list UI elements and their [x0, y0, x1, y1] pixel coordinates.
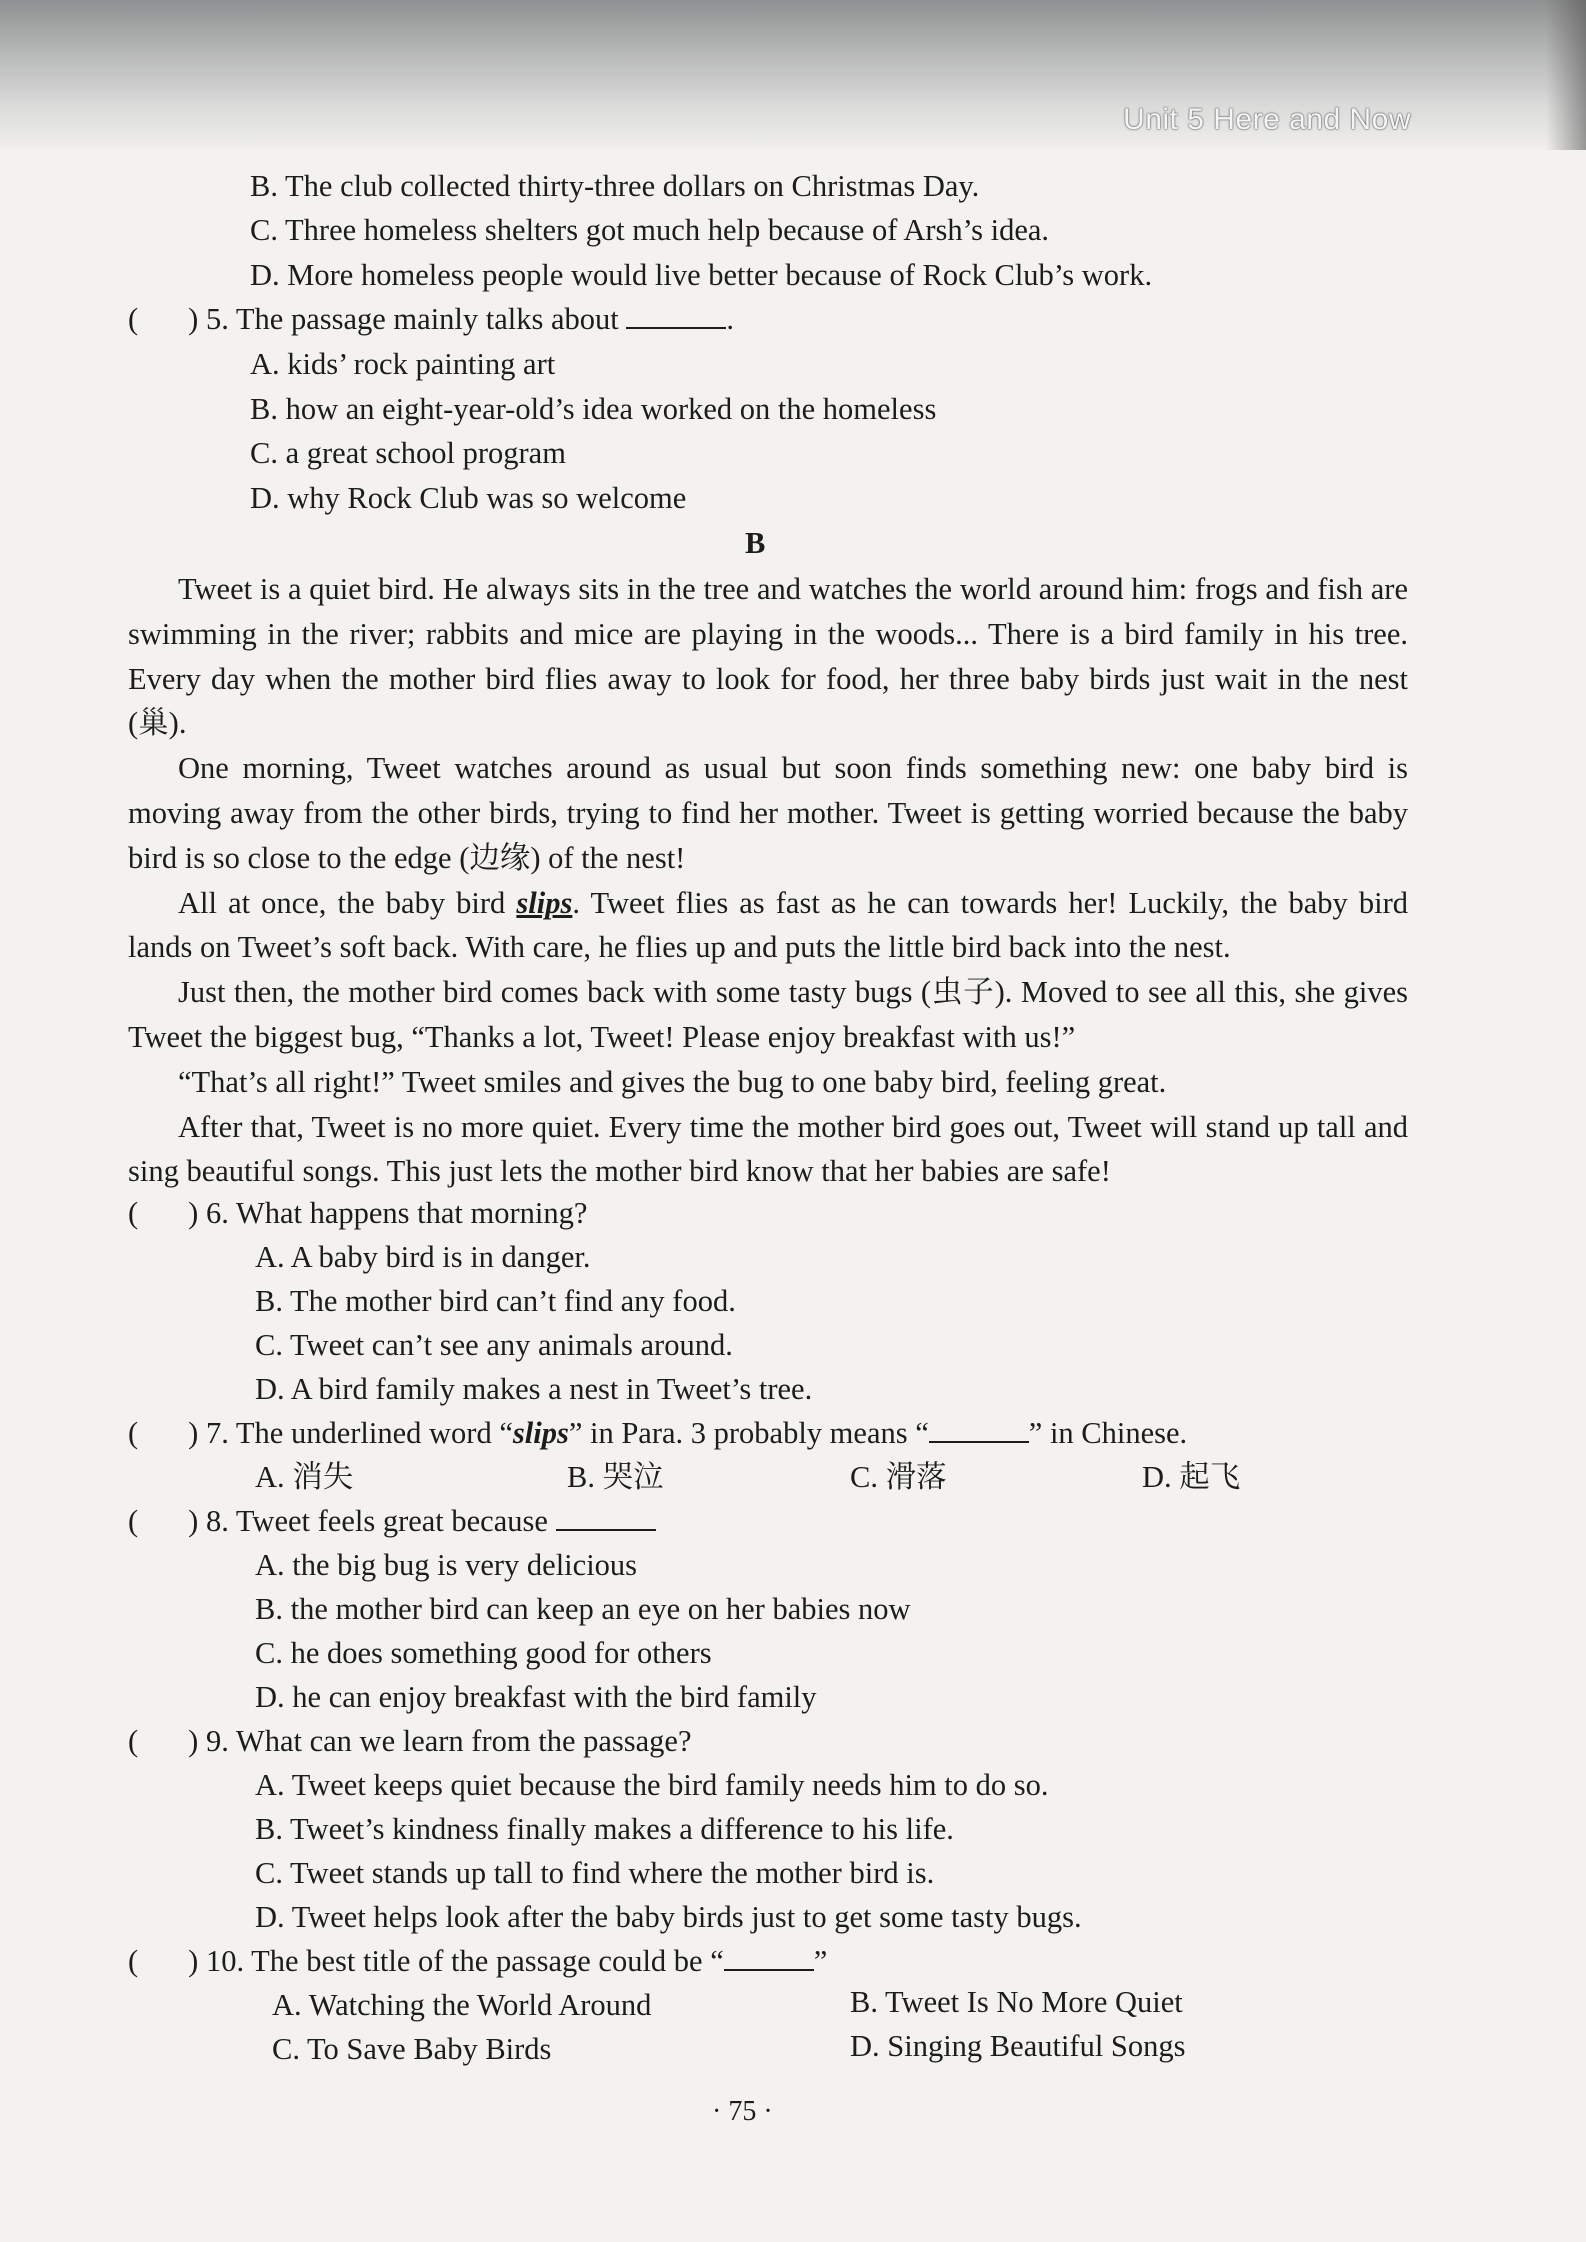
q6-option-d: D. A bird family makes a nest in Tweet’s tree.: [255, 1372, 813, 1406]
prev-option-d: D. More homeless people would live better because of Rock Club’s work.: [250, 258, 1153, 292]
q6-option-b: B. The mother bird can’t find any food.: [255, 1284, 736, 1318]
answer-paren-close: ): [188, 1504, 199, 1538]
answer-blank: [929, 1413, 1029, 1443]
question-9-stem: 9. What can we learn from the passage?: [205, 1724, 692, 1758]
header-banner: [0, 0, 1586, 150]
question-8-stem: 8. Tweet feels great because: [205, 1504, 548, 1538]
prev-option-c: C. Three homeless shelters got much help because of Arsh’s idea.: [250, 213, 1050, 247]
question-10-stem-end: ”: [813, 1944, 828, 1978]
unit-label: Unit 5 Here and Now: [1123, 103, 1411, 136]
answer-paren-close: ): [188, 1724, 199, 1758]
q8-option-b: B. the mother bird can keep an eye on her babies now: [255, 1592, 911, 1626]
q7-option-a: A. 消失: [255, 1460, 354, 1494]
question-9: [128, 1721, 692, 1761]
question-5-end: .: [726, 302, 735, 336]
q10-option-b: B. Tweet Is No More Quiet: [850, 1985, 1183, 2019]
answer-paren-close: ): [188, 302, 199, 336]
question-7-stem-end: ” in Chinese.: [1028, 1416, 1188, 1450]
passage-b: [128, 567, 1408, 1194]
q9-option-a: A. Tweet keeps quiet because the bird family needs him to do so.: [255, 1768, 1049, 1802]
q5-option-d: D. why Rock Club was so welcome: [250, 481, 687, 515]
question-6-stem: 6. What happens that morning?: [205, 1196, 588, 1230]
q5-option-a: A. kids’ rock painting art: [250, 347, 556, 381]
answer-paren-open: (: [128, 1724, 139, 1758]
q9-option-c: C. Tweet stands up tall to find where the mother bird is.: [255, 1856, 935, 1890]
answer-paren-close: ): [188, 1944, 199, 1978]
question-10-stem: 10. The best title of the passage could be “: [205, 1944, 724, 1978]
paragraph-6: After that, Tweet is no more quiet. Every time the mother bird goes out, Tweet will stand up tall and sing beautiful songs. This just lets the mother bird know that her babies are safe!: [128, 1109, 1408, 1189]
underlined-word: slips: [516, 885, 573, 920]
q7-option-d: D. 起飞: [1142, 1460, 1241, 1494]
paragraph-3-start: All at once, the baby bird: [178, 885, 517, 920]
paragraph-3-end: . Tweet flies as fast as he can towards her! Luckily, the baby bird lands on Tweet’s soft back. With care, he flies up and puts the little bird back into the nest.: [128, 885, 1408, 965]
q10-option-a: A. Watching the World Around: [272, 1988, 652, 2022]
question-7-key-word: slips: [512, 1416, 569, 1450]
paragraph-3: [128, 881, 1408, 971]
q5-option-c: C. a great school program: [250, 436, 566, 470]
question-8: [128, 1501, 656, 1541]
prev-option-b: B. The club collected thirty-three dollars on Christmas Day.: [250, 169, 980, 203]
question-7-stem-mid: ” in Para. 3 probably means “: [568, 1416, 929, 1450]
q10-option-c: C. To Save Baby Birds: [272, 2032, 552, 2066]
answer-paren-open: (: [128, 1944, 139, 1978]
page-number: · 75 ·: [712, 2096, 773, 2127]
paragraph-1: Tweet is a quiet bird. He always sits in the tree and watches the world around him: frogs and fish are swimming in the river; rabbits and mice are playing in the woods... There is a bird family in his tree. Every day when the mother bird flies away to look for food, her three baby birds just wait in the nest (巢).: [128, 572, 1408, 741]
section-heading: B: [745, 526, 766, 560]
answer-blank: [626, 299, 726, 329]
question-6: [128, 1193, 587, 1233]
q6-option-a: A. A baby bird is in danger.: [255, 1240, 591, 1274]
question-5-stem: 5. The passage mainly talks about: [205, 302, 619, 336]
question-7-stem: 7. The underlined word “: [205, 1416, 513, 1450]
q7-option-c: C. 滑落: [850, 1460, 947, 1494]
answer-blank: [724, 1941, 814, 1971]
answer-paren-open: (: [128, 1504, 139, 1538]
answer-paren-open: (: [128, 1416, 139, 1450]
q10-option-d: D. Singing Beautiful Songs: [850, 2029, 1186, 2063]
answer-paren-close: ): [188, 1196, 199, 1230]
question-10: [128, 1941, 827, 1981]
q8-option-d: D. he can enjoy breakfast with the bird family: [255, 1680, 817, 1714]
question-5: [128, 299, 734, 339]
answer-paren-close: ): [188, 1416, 199, 1450]
q5-option-b: B. how an eight-year-old’s idea worked on the homeless: [250, 392, 937, 426]
q9-option-d: D. Tweet helps look after the baby birds just to get some tasty bugs.: [255, 1900, 1082, 1934]
paragraph-2: One morning, Tweet watches around as usual but soon finds something new: one baby bird is moving away from the other birds, trying to find her mother. Tweet is getting worried because the baby bird is so close to the edge (边缘) of the nest!: [128, 751, 1408, 875]
question-7: [128, 1413, 1187, 1453]
answer-paren-open: (: [128, 1196, 139, 1230]
paragraph-4: Just then, the mother bird comes back with some tasty bugs (虫子). Moved to see all this, she gives Tweet the biggest bug, “Thanks a lot, Tweet! Please enjoy breakfast with us!”: [128, 975, 1408, 1054]
q8-option-c: C. he does something good for others: [255, 1636, 712, 1670]
q7-option-b: B. 哭泣: [567, 1460, 664, 1494]
q9-option-b: B. Tweet’s kindness finally makes a difference to his life.: [255, 1812, 954, 1846]
answer-blank: [556, 1501, 656, 1531]
q6-option-c: C. Tweet can’t see any animals around.: [255, 1328, 733, 1362]
q8-option-a: A. the big bug is very delicious: [255, 1548, 638, 1582]
paragraph-5: “That’s all right!” Tweet smiles and gives the bug to one baby bird, feeling great.: [178, 1064, 1167, 1099]
answer-paren-open: (: [128, 302, 139, 336]
